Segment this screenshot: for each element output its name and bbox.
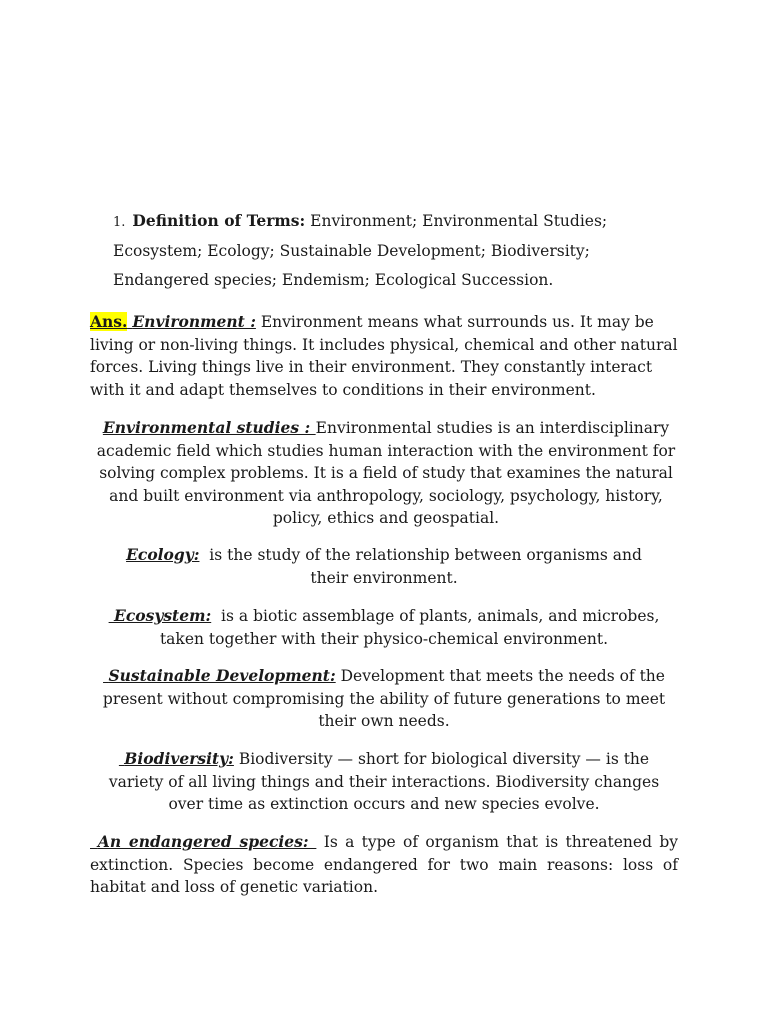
question-text: Environment; Environmental Studies; Ecosystem; Ecology; Sustainable Development; Biodiversity; Endangered species; Endemism; Ecological Succession. [113,212,608,289]
definition-environment [90,311,680,401]
question-block [113,206,678,295]
term-sustainable-development: Sustainable Development: [103,666,336,685]
definition-sustainable-development-text: Development that meets the needs of the present without compromising the ability of future generations to meet their own needs. [102,667,666,730]
definition-biodiversity [95,748,673,816]
term-endangered-species: An endangered species: [90,832,317,851]
term-environmental-studies: Environmental studies : [102,418,316,437]
term-ecosystem: Ecosystem: [108,606,212,625]
term-environment: Environment : [132,312,256,331]
term-biodiversity: Biodiversity: [118,749,234,768]
question-number: 1. [113,215,126,230]
answer-label: Ans. [90,312,128,331]
definition-endangered-species [90,831,678,899]
definition-ecology [120,544,648,589]
definition-environmental-studies-text: Environmental studies is an interdisciplinary academic field which studies human interaction with the environment for solving complex problems. It is a field of study that examines the natural and built environment via anthropology, sociology, psychology, history, policy, ethics and geospatial. [96,419,676,527]
definition-endangered-species-text: Is a type of organism that is threatened by extinction. Species become endangered for two main reasons: loss of habitat and loss of genetic variation. [90,833,678,896]
definition-ecology-text: is the study of the relationship between organisms and their environment. [199,546,647,587]
question-title: Definition of Terms: [132,211,306,230]
definition-ecosystem [95,605,673,650]
definition-environment-text: Environment means what surrounds us. It may be living or non-living things. It includes physical, chemical and other natural forces. Living things live in their environment. They constantly interact with it and adapt themselves to conditions in their environment. [90,313,678,399]
definition-ecosystem-text: is a biotic assemblage of plants, animals, and microbes, taken together with their physico-chemical environment. [159,607,665,648]
definition-biodiversity-text: Biodiversity — short for biological diversity — is the variety of all living things and their interactions. Biodiversity changes over time as extinction occurs and new species evolve. [108,750,660,813]
definition-environmental-studies [90,417,682,530]
definition-sustainable-development [95,665,673,733]
term-ecology: Ecology: [126,545,200,564]
